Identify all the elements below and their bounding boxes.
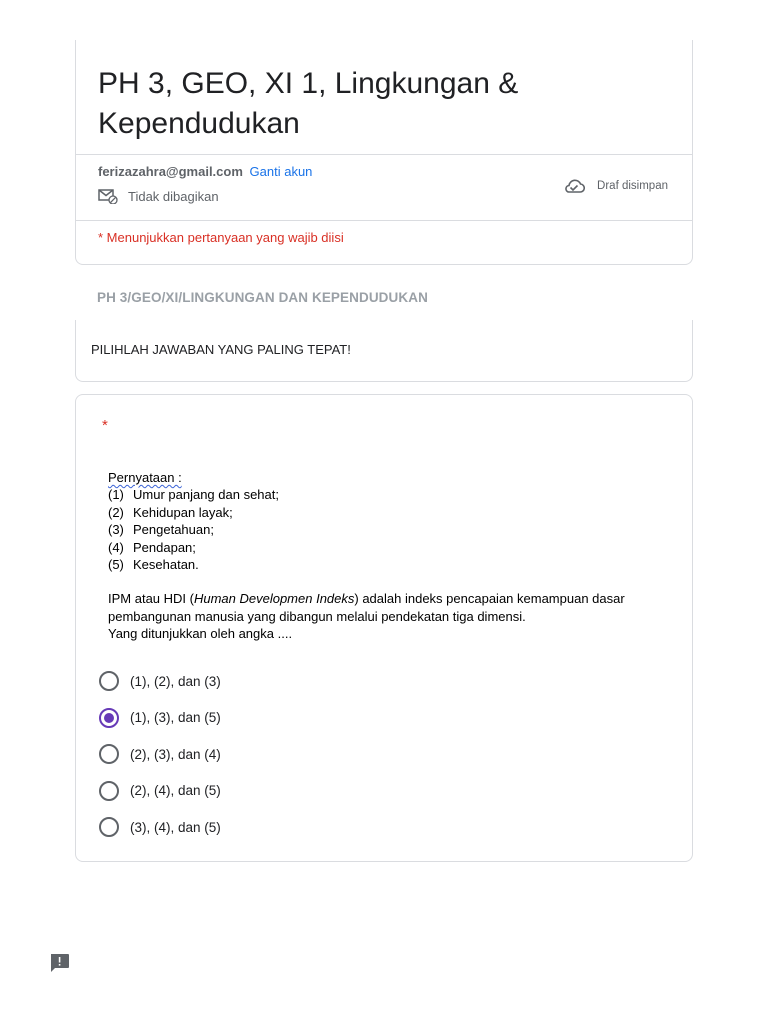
option-label: (2), (3), dan (4): [130, 746, 221, 762]
statement-text: Pengetahuan;: [133, 522, 214, 538]
answer-option[interactable]: [99, 736, 221, 773]
paragraph-italic: Human Developmen Indeks: [193, 591, 355, 607]
cloud-done-icon: [563, 178, 585, 194]
statement-item: [108, 556, 668, 573]
paragraph-prefix: IPM atau HDI (: [108, 591, 194, 607]
draft-saved-label: Draf disimpan: [597, 180, 668, 192]
switch-account-link[interactable]: Ganti akun: [249, 164, 313, 179]
required-asterisk: *: [102, 417, 108, 434]
answer-options: [99, 663, 221, 846]
option-label: (1), (2), dan (3): [130, 673, 221, 689]
radio-button[interactable]: [99, 671, 119, 691]
question-image: [108, 469, 668, 643]
feedback-icon[interactable]: [49, 953, 70, 973]
mail-shared-icon: [98, 188, 118, 204]
statement-number: (3): [108, 522, 124, 538]
account-email: ferizazahra@gmail.com: [98, 164, 243, 179]
statement-number: (4): [108, 539, 124, 555]
divider: [76, 220, 692, 221]
radio-button[interactable]: [99, 817, 119, 837]
statement-number: (1): [108, 487, 124, 503]
form-header-card: [75, 40, 693, 265]
statement-text: Kesehatan.: [133, 557, 199, 573]
section-instruction: PILIHLAH JAWABAN YANG PALING TEPAT!: [91, 342, 351, 357]
question-paragraph: [108, 590, 668, 625]
option-label: (3), (4), dan (5): [130, 819, 221, 835]
draft-status: [563, 178, 668, 194]
form-title: PH 3, GEO, XI 1, Lingkungan & Kependudukan: [98, 67, 519, 140]
statement-text: Umur panjang dan sehat;: [133, 487, 279, 503]
answer-option[interactable]: [99, 773, 221, 810]
required-note: * Menunjukkan pertanyaan yang wajib diisi: [98, 230, 344, 245]
radio-button[interactable]: [99, 781, 119, 801]
section-title: PH 3/GEO/XI/LINGKUNGAN DAN KEPENDUDUKAN: [97, 290, 428, 305]
radio-button-selected[interactable]: [99, 708, 119, 728]
answer-option[interactable]: [99, 809, 221, 846]
account-row: [98, 164, 312, 179]
option-label: (2), (4), dan (5): [130, 783, 221, 799]
question-card: [75, 394, 693, 862]
statement-item: [108, 486, 668, 503]
question-prompt: Yang ditunjukkan oleh angka ....: [108, 626, 293, 642]
statement-text: Kehidupan layak;: [133, 504, 233, 520]
not-shared-label: Tidak dibagikan: [128, 188, 219, 204]
answer-option[interactable]: [99, 663, 221, 700]
statement-item: [108, 521, 668, 538]
statement-text: Pendapan;: [133, 539, 196, 555]
sharing-status: [98, 188, 219, 204]
section-description-card: [75, 320, 693, 382]
radio-button[interactable]: [99, 744, 119, 764]
paragraph-suffix: ) adalah indeks pencapaian kemampuan dasar pembangunan manusia yang dibangun melalui pendekatan tiga dimensi.: [108, 591, 625, 624]
statement-number: (5): [108, 557, 124, 573]
statement-item: [108, 539, 668, 556]
question-heading: Pernyataan :: [108, 470, 182, 485]
statement-item: [108, 504, 668, 521]
answer-option[interactable]: [99, 700, 221, 737]
statement-number: (2): [108, 504, 124, 520]
option-label: (1), (3), dan (5): [130, 710, 221, 726]
radio-selected-dot: [104, 713, 114, 723]
divider: [76, 154, 692, 155]
